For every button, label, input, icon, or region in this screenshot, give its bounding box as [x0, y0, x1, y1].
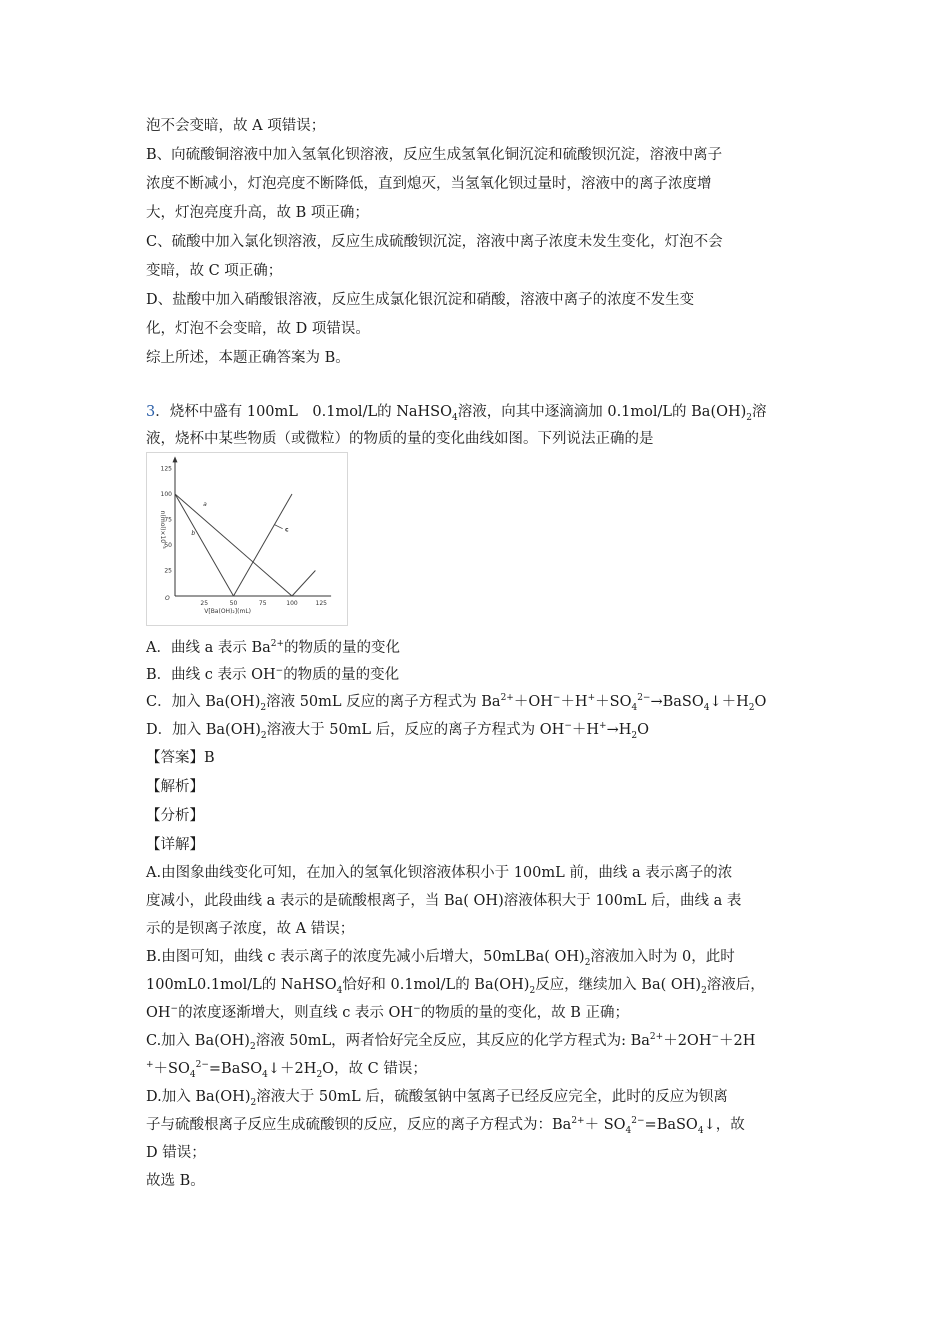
y-axis-label: n(mol)×10⁻³	[159, 510, 166, 549]
subscript: 2	[316, 1069, 323, 1080]
y-tick-label: 50	[164, 542, 172, 549]
text-line	[146, 975, 765, 995]
superscript: −	[413, 1004, 421, 1015]
text-line: 浓度不断减小，灯泡亮度不断降低，直到熄灭，当氢氧化钡过量时，溶液中的离子浓度增	[146, 176, 712, 192]
superscript: +	[587, 693, 596, 704]
subscript: 4	[336, 985, 343, 996]
superscript: −	[711, 1032, 720, 1043]
x-tick-label: 100	[286, 600, 298, 607]
x-axis-label: V[Ba(OH)₂](mL)	[204, 608, 252, 615]
text-line	[146, 1031, 755, 1051]
subscript: 4	[262, 1069, 268, 1080]
text-run: 溶液 50mL，两者恰好完全反应，其反应的化学方程式为: Ba	[255, 1033, 650, 1049]
text-run: =BaSO	[644, 1117, 698, 1133]
origin-label: O	[165, 595, 170, 602]
superscript: 2−	[637, 693, 651, 704]
superscript: −	[552, 693, 561, 704]
subscript: 2	[631, 730, 638, 741]
text-run: B.由图可知，曲线 c 表示离子的浓度先减小后增大，50mLBa( OH)	[146, 949, 585, 965]
text-run: D.加入 Ba(OH)	[146, 1089, 251, 1105]
text-run: 溶液，向其中逐滴滴加 0.1mol/L的 Ba(OH)	[457, 404, 747, 420]
superscript: 2+	[270, 639, 285, 650]
text-run: ＋2H	[719, 1033, 756, 1049]
text-line: C、硫酸中加入氯化钡溶液，反应生成硫酸钡沉淀，溶液中离子浓度未发生变化，灯泡不会	[146, 234, 723, 250]
text-run: 溶	[752, 404, 767, 420]
text-run: C.加入 Ba(OH)	[146, 1033, 250, 1049]
text-line: D、盐酸中加入硝酸银溶液，反应生成氯化银沉淀和硝酸，溶液中离子的浓度不发生变	[146, 292, 695, 308]
superscript: −	[275, 666, 284, 677]
x-tick-label: 125	[315, 600, 327, 607]
y-tick-label: 25	[164, 567, 172, 575]
subscript: 2	[260, 730, 267, 741]
question-stem-line	[146, 402, 767, 422]
text-run: D．加入 Ba(OH)	[146, 722, 261, 738]
superscript: 2+	[649, 1032, 664, 1043]
text-run: 溶液大于 50mL 后，反应的离子方程式为 OH	[266, 722, 565, 738]
text-run: 100mL0.1mol/L的 NaHSO	[146, 977, 337, 993]
text-line: B、向硫酸铜溶液中加入氢氧化钡溶液，反应生成氢氧化铜沉淀和硫酸钡沉淀，溶液中离子	[146, 147, 723, 163]
subscript: 4	[189, 1069, 196, 1080]
text-run: 反应，继续加入 Ba( OH)	[535, 977, 702, 993]
option-b	[146, 665, 399, 685]
curve-label-c: c	[284, 526, 289, 534]
subscript: 4	[703, 702, 710, 713]
text-run: ＋SO	[595, 694, 632, 710]
subscript: 2	[746, 412, 753, 423]
superscript: −	[564, 721, 572, 732]
text-line: 变暗，故 C 项正确；	[146, 263, 283, 279]
text-line: 综上所述，本题正确答案为 B。	[146, 350, 350, 366]
series-line-c	[234, 494, 293, 596]
chart-svg	[147, 453, 347, 625]
curve-label-b: b	[191, 529, 196, 537]
subscript: 2	[529, 985, 536, 996]
section-heading: 【分析】	[146, 808, 204, 824]
y-tick-label: 75	[164, 516, 172, 524]
series-line-a	[175, 494, 315, 596]
superscript: 2−	[631, 1116, 645, 1127]
option-d	[146, 720, 649, 740]
superscript: 2+	[500, 693, 514, 704]
text-line	[146, 1087, 728, 1107]
text-line	[146, 1003, 629, 1023]
text-run: A．曲线 a 表示 Ba	[146, 640, 271, 656]
text-run: B．曲线 c 表示 OH	[146, 667, 276, 683]
text-line: 示的是钡离子浓度，故 A 错误；	[146, 921, 355, 937]
text-run: 恰好和 0.1mol/L的 Ba(OH)	[342, 977, 530, 993]
text-run: O	[637, 722, 649, 738]
text-run: =BaSO	[208, 1061, 263, 1077]
option-c	[146, 692, 766, 712]
text-line	[146, 1059, 427, 1079]
subscript: 4	[631, 702, 638, 713]
text-run: →BaSO	[650, 694, 704, 710]
answer-line: 【答案】B	[146, 750, 215, 766]
text-run: 的浓度逐渐增大，则直线 c 表示 OH	[178, 1005, 414, 1021]
question-stem-line: 液，烧杯中某些物质（或微粒）的物质的量的变化曲线如图。下列说法正确的是	[146, 431, 654, 447]
text-run: 的物质的量的变化	[283, 667, 400, 683]
text-run: ＋OH	[513, 694, 553, 710]
series-line-b	[175, 494, 234, 596]
text-line	[146, 947, 735, 967]
text-run: O，故 C 错误；	[322, 1061, 427, 1077]
text-run: O	[754, 694, 767, 710]
section-heading: 【详解】	[146, 837, 204, 853]
subscript: 4	[697, 1125, 704, 1136]
subscript: 2	[584, 957, 591, 968]
text-line: D 错误；	[146, 1145, 206, 1161]
superscript: 2+	[571, 1116, 585, 1127]
subscript: 2	[748, 702, 755, 713]
text-run: OH	[146, 1005, 171, 1021]
text-run: ＋H	[571, 722, 600, 738]
text-line: 泡不会变暗，故 A 项错误；	[146, 118, 326, 134]
text-line: 度减小，此段曲线 a 表示的是硫酸根离子，当 Ba( OH)溶液体积大于 100mL 后，曲线 a 表	[146, 893, 742, 909]
text-run: ＋SO	[153, 1061, 190, 1077]
x-tick-label: 25	[200, 600, 209, 607]
concentration-graph	[146, 452, 348, 626]
subscript: 2	[701, 985, 707, 996]
subscript: 2	[249, 1041, 256, 1052]
text-line: A.由图象曲线变化可知，在加入的氢氧化钡溶液体积小于 100mL 前，曲线 a 表示离子的浓	[146, 865, 733, 881]
text-run: 的物质的量的变化，故 B 正确；	[420, 1005, 629, 1021]
subscript: 4	[625, 1125, 632, 1136]
text-run: ↓，故	[703, 1117, 745, 1133]
subscript: 4	[452, 412, 458, 423]
text-line: 大，灯泡亮度升高，故 B 项正确；	[146, 205, 369, 221]
text-line	[146, 1115, 745, 1135]
text-line: 故选 B。	[146, 1173, 205, 1189]
text-run: 溶液加入时为 0，此时	[590, 949, 735, 965]
superscript: −	[170, 1004, 179, 1015]
section-heading: 【解析】	[146, 779, 204, 795]
text-run: ＋2OH	[663, 1033, 712, 1049]
curve-label-c-leader	[274, 525, 282, 529]
y-axis-arrow	[173, 456, 178, 462]
x-tick-label: 75	[258, 600, 267, 607]
text-run: ＋ SO	[584, 1117, 626, 1133]
text-run: ↓＋H	[709, 694, 749, 710]
curve-label-a: a	[203, 501, 207, 509]
text-line: 化，灯泡不会变暗，故 D 项错误。	[146, 321, 370, 337]
option-a	[146, 638, 400, 658]
text-run: 溶液后，	[706, 977, 765, 993]
x-tick-label: 50	[229, 600, 238, 607]
text-run: ．烧杯中盛有 100mL 0.1mol/L的 NaHSO	[155, 404, 452, 420]
text-run: C．加入 Ba(OH)	[146, 694, 261, 710]
question-number: 3	[146, 404, 156, 420]
y-tick-label: 100	[160, 491, 172, 498]
text-run: →H	[606, 722, 632, 738]
text-run: 溶液大于 50mL 后，硫酸氢钠中氢离子已经反应完全，此时的反应为钡离	[256, 1089, 728, 1105]
subscript: 2	[260, 702, 267, 713]
y-tick-label: 125	[160, 465, 172, 473]
superscript: 2−	[195, 1060, 209, 1071]
text-run: ↓＋2H	[267, 1061, 317, 1077]
text-run: 子与硫酸根离子反应生成硫酸钡的反应，反应的离子方程式为：Ba	[146, 1117, 572, 1133]
text-run: ＋H	[560, 694, 588, 710]
text-run: 的物质的量的变化	[284, 640, 401, 656]
superscript: +	[599, 721, 607, 732]
text-run: 溶液 50mL 反应的离子方程式为 Ba	[266, 694, 501, 710]
superscript: +	[146, 1060, 154, 1071]
subscript: 2	[250, 1097, 257, 1108]
